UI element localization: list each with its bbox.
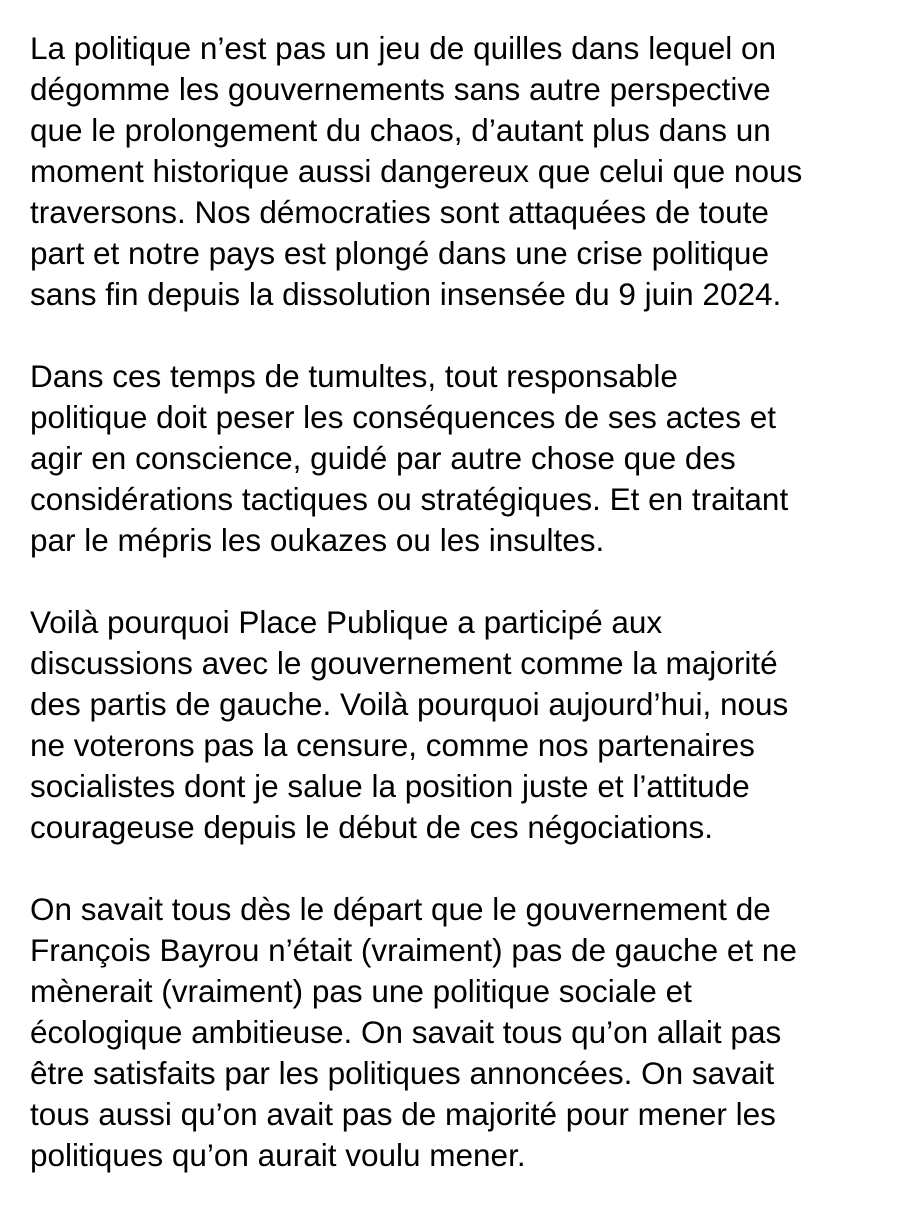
text-line: tous aussi qu’on avait pas de majorité pour mener les xyxy=(30,1096,776,1132)
text-line: politiques qu’on aurait voulu mener. xyxy=(30,1137,526,1173)
paragraph-3 xyxy=(30,602,910,848)
text-line: des partis de gauche. Voilà pourquoi aujourd’hui, nous xyxy=(30,686,789,722)
paragraph-2 xyxy=(30,356,910,561)
text-line: par le mépris les oukazes ou les insultes. xyxy=(30,522,605,558)
text-line: On savait tous dès le départ que le gouvernement de xyxy=(30,891,771,927)
text-line: écologique ambitieuse. On savait tous qu’on allait pas xyxy=(30,1014,782,1050)
text-line: moment historique aussi dangereux que celui que nous xyxy=(30,153,803,189)
text-line: mènerait (vraiment) pas une politique sociale et xyxy=(30,973,692,1009)
text-line: François Bayrou n’était (vraiment) pas de gauche et ne xyxy=(30,932,797,968)
text-line: être satisfaits par les politiques annoncées. On savait xyxy=(30,1055,775,1091)
text-line: sans fin depuis la dissolution insensée du 9 juin 2024. xyxy=(30,276,782,312)
text-line: discussions avec le gouvernement comme la majorité xyxy=(30,645,778,681)
text-line: Dans ces temps de tumultes, tout responsable xyxy=(30,358,678,394)
text-line: dégomme les gouvernements sans autre perspective xyxy=(30,71,771,107)
text-line: que le prolongement du chaos, d’autant plus dans un xyxy=(30,112,771,148)
document-body xyxy=(30,28,910,1217)
text-line: agir en conscience, guidé par autre chose que des xyxy=(30,440,736,476)
text-line: traversons. Nos démocraties sont attaquées de toute xyxy=(30,194,769,230)
text-line: politique doit peser les conséquences de ses actes et xyxy=(30,399,776,435)
text-line: part et notre pays est plongé dans une crise politique xyxy=(30,235,769,271)
text-line: considérations tactiques ou stratégiques. Et en traitant xyxy=(30,481,789,517)
text-line: La politique n’est pas un jeu de quilles dans lequel on xyxy=(30,30,777,66)
text-line: socialistes dont je salue la position juste et l’attitude xyxy=(30,768,750,804)
text-line: Voilà pourquoi Place Publique a participé aux xyxy=(30,604,663,640)
text-line: ne voterons pas la censure, comme nos partenaires xyxy=(30,727,755,763)
paragraph-4 xyxy=(30,889,910,1176)
paragraph-1 xyxy=(30,28,910,315)
text-line: courageuse depuis le début de ces négociations. xyxy=(30,809,713,845)
